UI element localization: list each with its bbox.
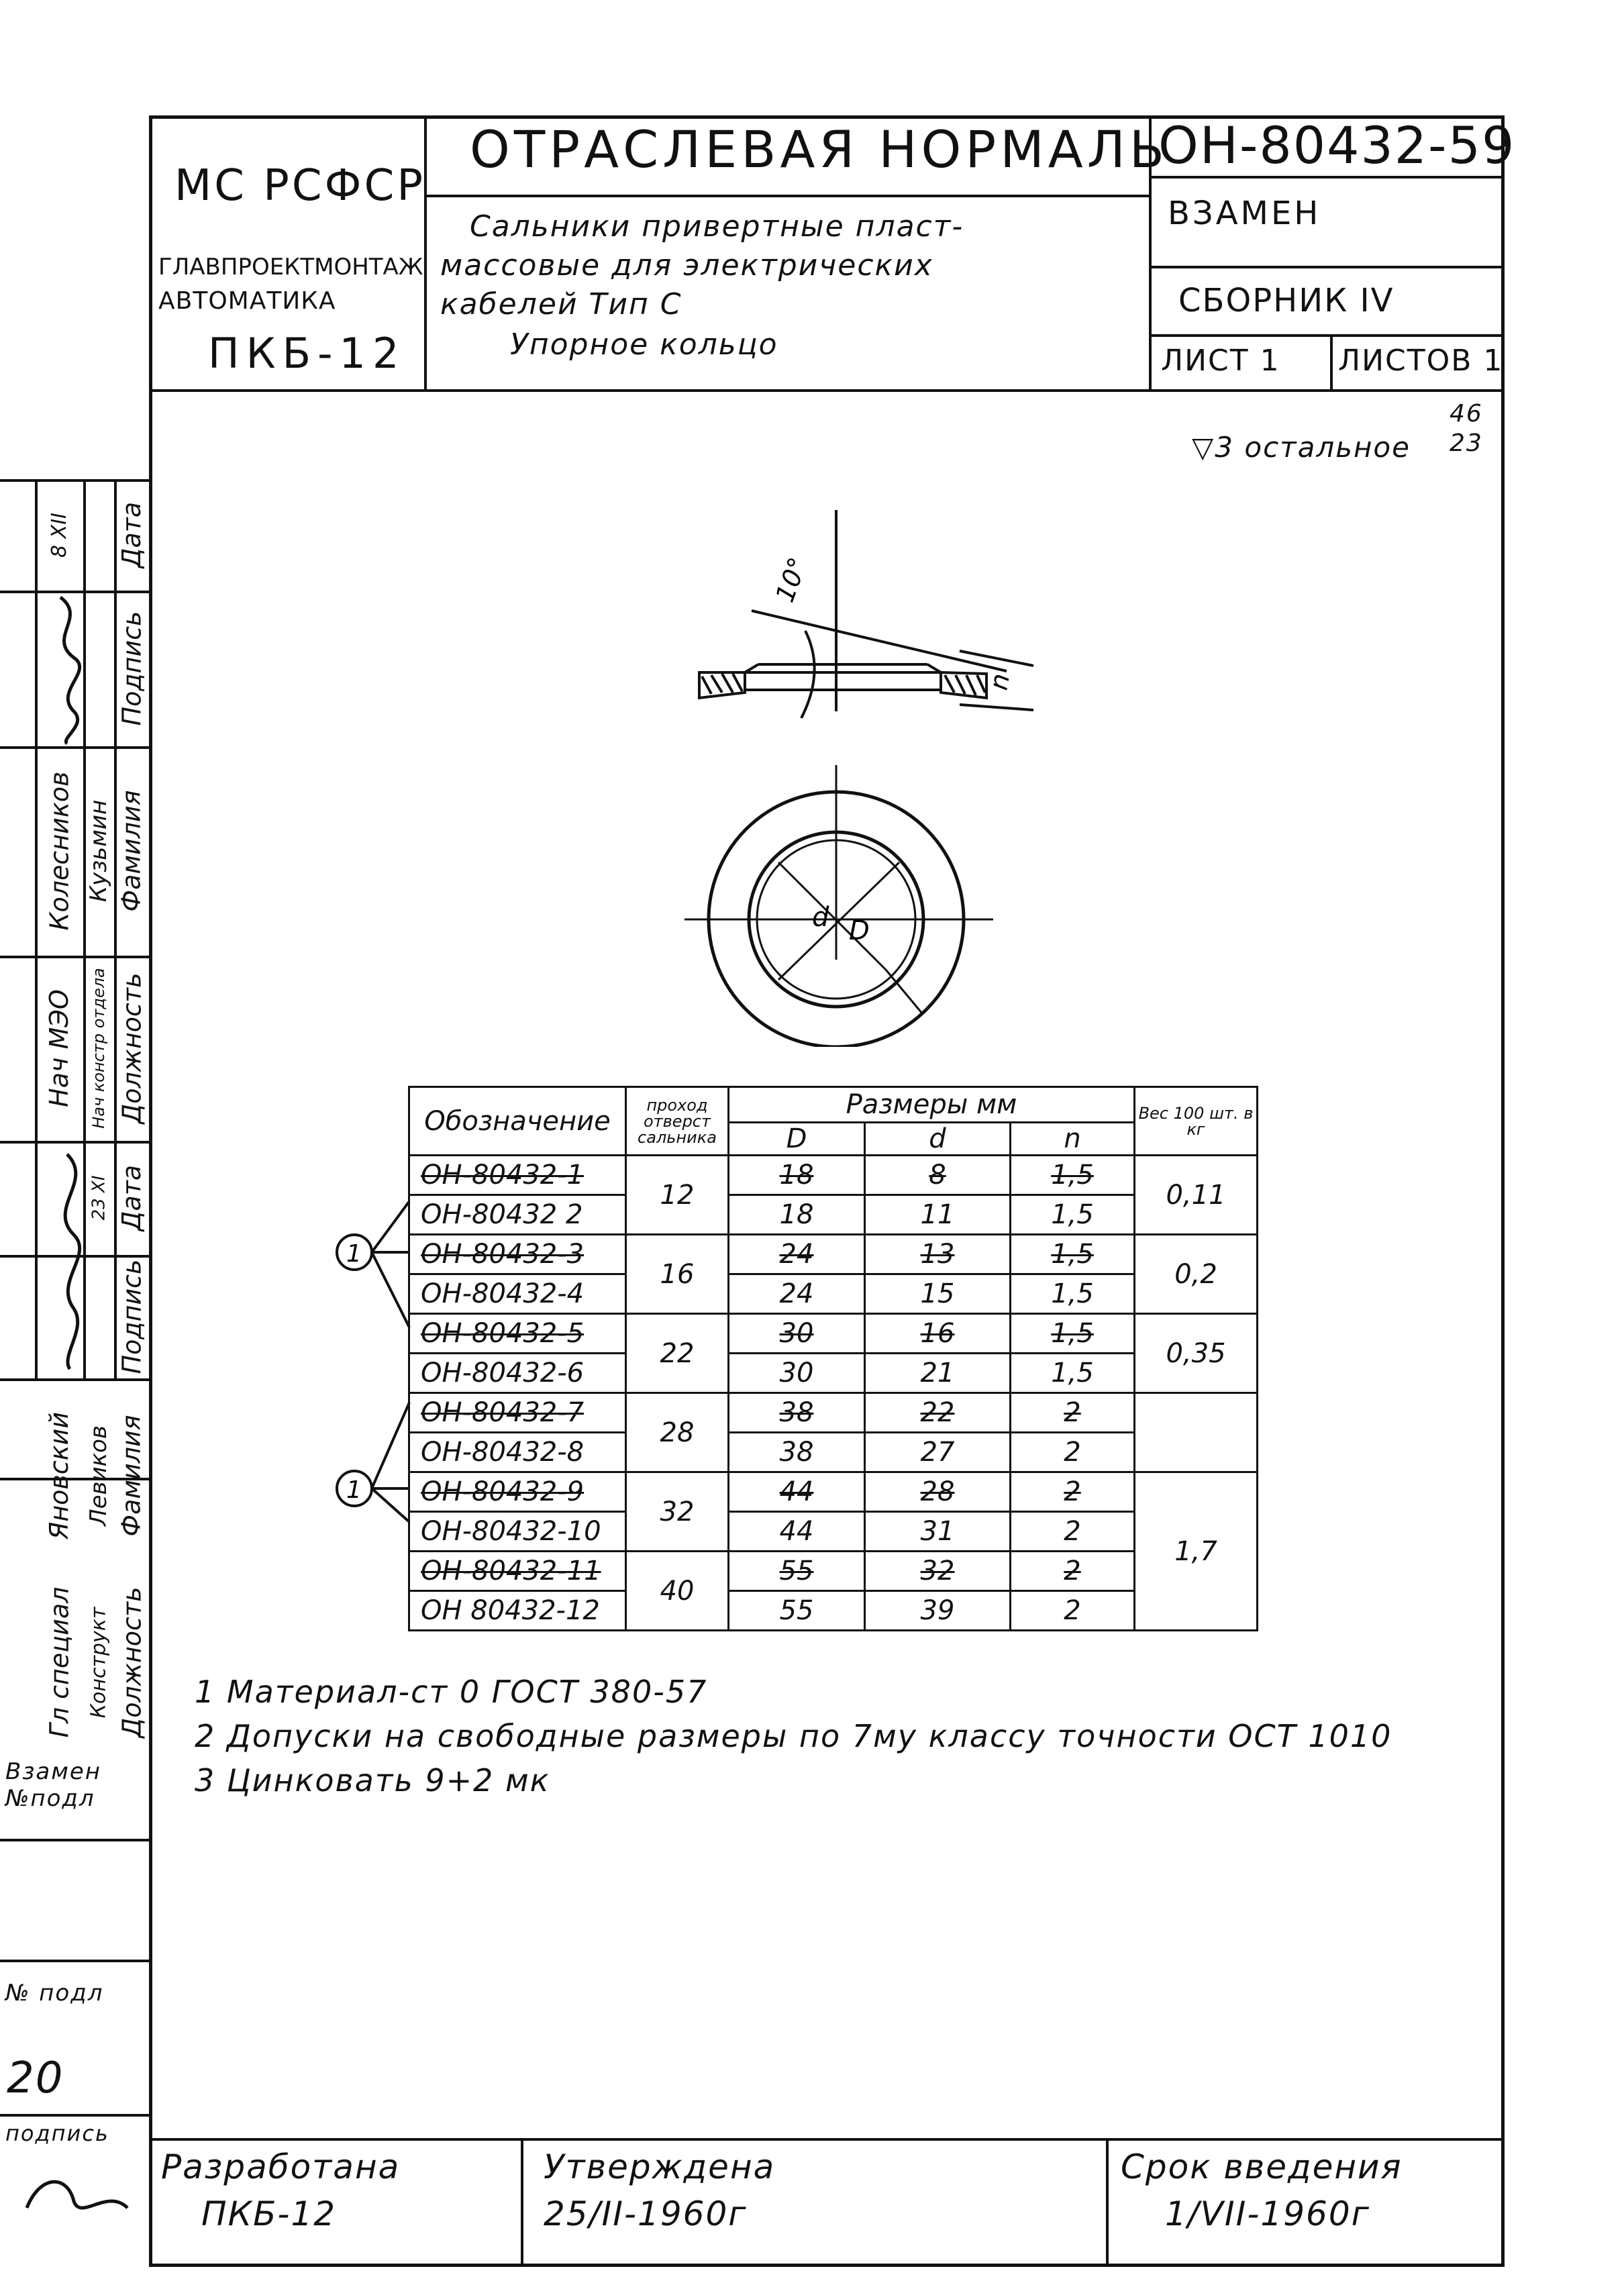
dim-D: 24	[729, 1235, 865, 1274]
note-1: 1 Материал-ст 0 ГОСТ 380-57	[195, 1674, 708, 1710]
header-n: n	[1011, 1123, 1135, 1156]
hole-size: 28	[626, 1393, 729, 1472]
dim-D: 18	[729, 1156, 865, 1195]
collection-label: СБОРНИК IV	[1178, 282, 1394, 319]
dim-n: 1,5	[1011, 1314, 1135, 1354]
weight: 1,7	[1135, 1472, 1258, 1631]
dim-D: 24	[729, 1274, 865, 1314]
designation: ОН-80432-9	[409, 1472, 626, 1512]
dim-n: 1,5	[1011, 1235, 1135, 1274]
dim-n: 2	[1011, 1591, 1135, 1631]
designation: ОН-80432 2	[409, 1195, 626, 1235]
subtitle-line2: массовые для электрических	[440, 248, 933, 283]
angle-label: 10°	[770, 553, 813, 607]
note-2: 2 Допуски на свободные размеры по 7му классу точности ОСТ 1010	[195, 1718, 1392, 1754]
signature-label: подпись	[5, 2121, 109, 2146]
hole-size: 32	[626, 1472, 729, 1552]
dim-n: 1,5	[1011, 1156, 1135, 1195]
header-D: D	[729, 1123, 865, 1156]
side-date-header: Дата	[117, 501, 146, 568]
table-row	[409, 1472, 1258, 1512]
change-marker-1: 1	[346, 1240, 362, 1268]
dim-D: 44	[729, 1512, 865, 1552]
side-sign-header-2: Подпись	[117, 1259, 146, 1374]
docnum-underline	[1149, 176, 1505, 179]
signature-scribble-1	[40, 591, 107, 746]
dim-n: 1,5	[1011, 1274, 1135, 1314]
sheets-label: ЛИСТОВ 1	[1338, 344, 1504, 378]
dim-D: 38	[729, 1433, 865, 1472]
table-row	[409, 1274, 1258, 1314]
table-row	[409, 1354, 1258, 1393]
dim-n: 2	[1011, 1512, 1135, 1552]
designation: ОН-80432-7	[409, 1393, 626, 1433]
header-hole: проход отверст сальника	[626, 1087, 729, 1156]
side-date-header-2: Дата	[117, 1164, 146, 1231]
approved-date: 25/II-1960г	[544, 2194, 748, 2233]
weight: 0,35	[1135, 1314, 1258, 1393]
change-marker-2: 1	[346, 1476, 362, 1504]
dim-d: 15	[865, 1274, 1011, 1314]
change-markers	[322, 1201, 416, 1523]
subtitle-line4: Упорное кольцо	[510, 327, 778, 362]
orig-label: № подл	[5, 1980, 104, 2007]
approved-label: Утверждена	[544, 2147, 776, 2186]
inner-dim-label: d	[812, 902, 829, 933]
effective-label: Срок введения	[1121, 2147, 1403, 2186]
dim-D: 30	[729, 1354, 865, 1393]
footer-top-line	[149, 2138, 1505, 2141]
side-sign-header: Подпись	[117, 611, 146, 726]
note-3: 3 Цинковать 9+2 мк	[195, 1762, 550, 1799]
hole-size: 40	[626, 1552, 729, 1631]
side-line-j	[0, 2114, 149, 2117]
side-line-i	[0, 1960, 149, 1962]
dim-n: 1,5	[1011, 1354, 1135, 1393]
surface-finish-note: ▽3 остальное	[1192, 431, 1411, 464]
weight	[1135, 1393, 1258, 1472]
side-position-header-2: Должность	[117, 1586, 147, 1738]
outer-dim-label: D	[849, 915, 870, 946]
dim-n: 2	[1011, 1472, 1135, 1512]
developed-label: Разработана	[161, 2147, 401, 2186]
surface-fraction-bottom: 23	[1450, 429, 1483, 457]
designation: ОН-80432-11	[409, 1552, 626, 1591]
organization: МС РСФСР	[174, 161, 425, 211]
dim-D: 55	[729, 1591, 865, 1631]
subtitle-line3: кабелей Тип С	[440, 287, 682, 321]
dim-D: 38	[729, 1393, 865, 1433]
sheet-divider	[1330, 334, 1333, 391]
dim-D: 44	[729, 1472, 865, 1512]
orig-number: 20	[7, 2054, 64, 2103]
header-designation: Обозначение	[409, 1087, 626, 1156]
dim-n: 2	[1011, 1393, 1135, 1433]
side-position-3: Гл специал	[44, 1586, 74, 1738]
side-date-2: 23 XI	[89, 1175, 109, 1221]
collection-underline	[1149, 334, 1505, 337]
signature-scribble-3	[13, 2147, 148, 2228]
designation: ОН-80432-5	[409, 1314, 626, 1354]
department-line1: ГЛАВПРОЕКТМОНТАЖ	[158, 254, 423, 281]
table-row	[409, 1591, 1258, 1631]
sheet-label: ЛИСТ 1	[1161, 344, 1280, 378]
subtitle-line1: Сальники привертные пласт-	[470, 209, 964, 244]
table-row	[409, 1235, 1258, 1274]
dim-d: 22	[865, 1393, 1011, 1433]
weight: 0,11	[1135, 1156, 1258, 1235]
hole-size: 16	[626, 1235, 729, 1314]
dim-d: 8	[865, 1156, 1011, 1195]
dim-d: 39	[865, 1591, 1011, 1631]
dim-d: 32	[865, 1552, 1011, 1591]
header-weight: Вес 100 шт. в кг	[1135, 1087, 1258, 1156]
header-bottom-line	[149, 389, 1505, 392]
weight: 0,2	[1135, 1235, 1258, 1314]
designation: ОН-80432-3	[409, 1235, 626, 1274]
doc-number: ОН-80432-59	[1158, 115, 1516, 175]
ring-drawing	[644, 497, 1047, 1047]
footer-divider-1	[521, 2138, 523, 2267]
hole-size: 22	[626, 1314, 729, 1393]
dim-n: 2	[1011, 1433, 1135, 1472]
footer-divider-2	[1106, 2138, 1109, 2267]
designation: ОН-80432-10	[409, 1512, 626, 1552]
dim-d: 16	[865, 1314, 1011, 1354]
side-position-4: Конструкт	[87, 1607, 111, 1718]
dim-n: 2	[1011, 1552, 1135, 1591]
side-line-h	[0, 1839, 149, 1841]
side-position-2: Нач констр отдела	[89, 968, 109, 1129]
side-surname-3: Яновский	[44, 1411, 74, 1540]
designation: ОН-80432-4	[409, 1274, 626, 1314]
thickness-label: n	[983, 671, 1016, 693]
table-row	[409, 1433, 1258, 1472]
spec-table	[408, 1086, 1258, 1631]
dim-D: 18	[729, 1195, 865, 1235]
table-row	[409, 1195, 1258, 1235]
title-underline	[424, 195, 1149, 197]
header-divider-left	[424, 115, 427, 391]
side-surname-header: Фамилия	[117, 790, 146, 912]
dim-d: 13	[865, 1235, 1011, 1274]
table-row	[409, 1512, 1258, 1552]
header-sizes: Размеры мм	[729, 1087, 1135, 1123]
dim-D: 55	[729, 1552, 865, 1591]
dim-d: 28	[865, 1472, 1011, 1512]
department-line2: АВТОМАТИКА	[158, 287, 336, 315]
replaced-label: Взамен №подл	[5, 1758, 102, 1812]
dim-d: 11	[865, 1195, 1011, 1235]
side-position-header: Должность	[117, 972, 147, 1124]
side-col-sign-top	[114, 591, 149, 746]
dim-d: 21	[865, 1354, 1011, 1393]
side-col-date-top	[114, 479, 149, 591]
dim-d: 27	[865, 1433, 1011, 1472]
header-d: d	[865, 1123, 1011, 1156]
dim-d: 31	[865, 1512, 1011, 1552]
side-position-1: Нач МЭО	[44, 989, 74, 1107]
side-col-position-top	[114, 956, 149, 1141]
designation: ОН-80432-8	[409, 1433, 626, 1472]
dim-n: 1,5	[1011, 1195, 1135, 1235]
table-row	[409, 1314, 1258, 1354]
table-row	[409, 1552, 1258, 1591]
effective-date: 1/VII-1960г	[1165, 2194, 1370, 2233]
developed-by: ПКБ-12	[201, 2194, 337, 2233]
doc-title: ОТРАСЛЕВАЯ НОРМАЛЬ	[470, 119, 1169, 179]
bureau: ПКБ-12	[208, 329, 406, 378]
surface-fraction-top: 46	[1450, 400, 1483, 427]
table-row	[409, 1156, 1258, 1195]
table-row	[409, 1393, 1258, 1433]
plan-view	[684, 765, 993, 1047]
replaces-underline	[1149, 266, 1505, 268]
side-surname-header-2: Фамилия	[117, 1415, 146, 1537]
side-surname-4: Левиков	[85, 1425, 112, 1526]
designation: ОН-80432-6	[409, 1354, 626, 1393]
dim-D: 30	[729, 1314, 865, 1354]
replaces-label: ВЗАМЕН	[1168, 195, 1321, 232]
side-surname-1: Колесников	[44, 771, 74, 931]
side-surname-2: Кузьмин	[85, 799, 113, 903]
side-col-surname-top	[114, 746, 149, 956]
side-date-1: 8 XII	[47, 512, 71, 558]
designation: ОН 80432-12	[409, 1591, 626, 1631]
hole-size: 12	[626, 1156, 729, 1235]
signature-scribble-2	[40, 1141, 107, 1378]
designation: ОН-80432-1	[409, 1156, 626, 1195]
